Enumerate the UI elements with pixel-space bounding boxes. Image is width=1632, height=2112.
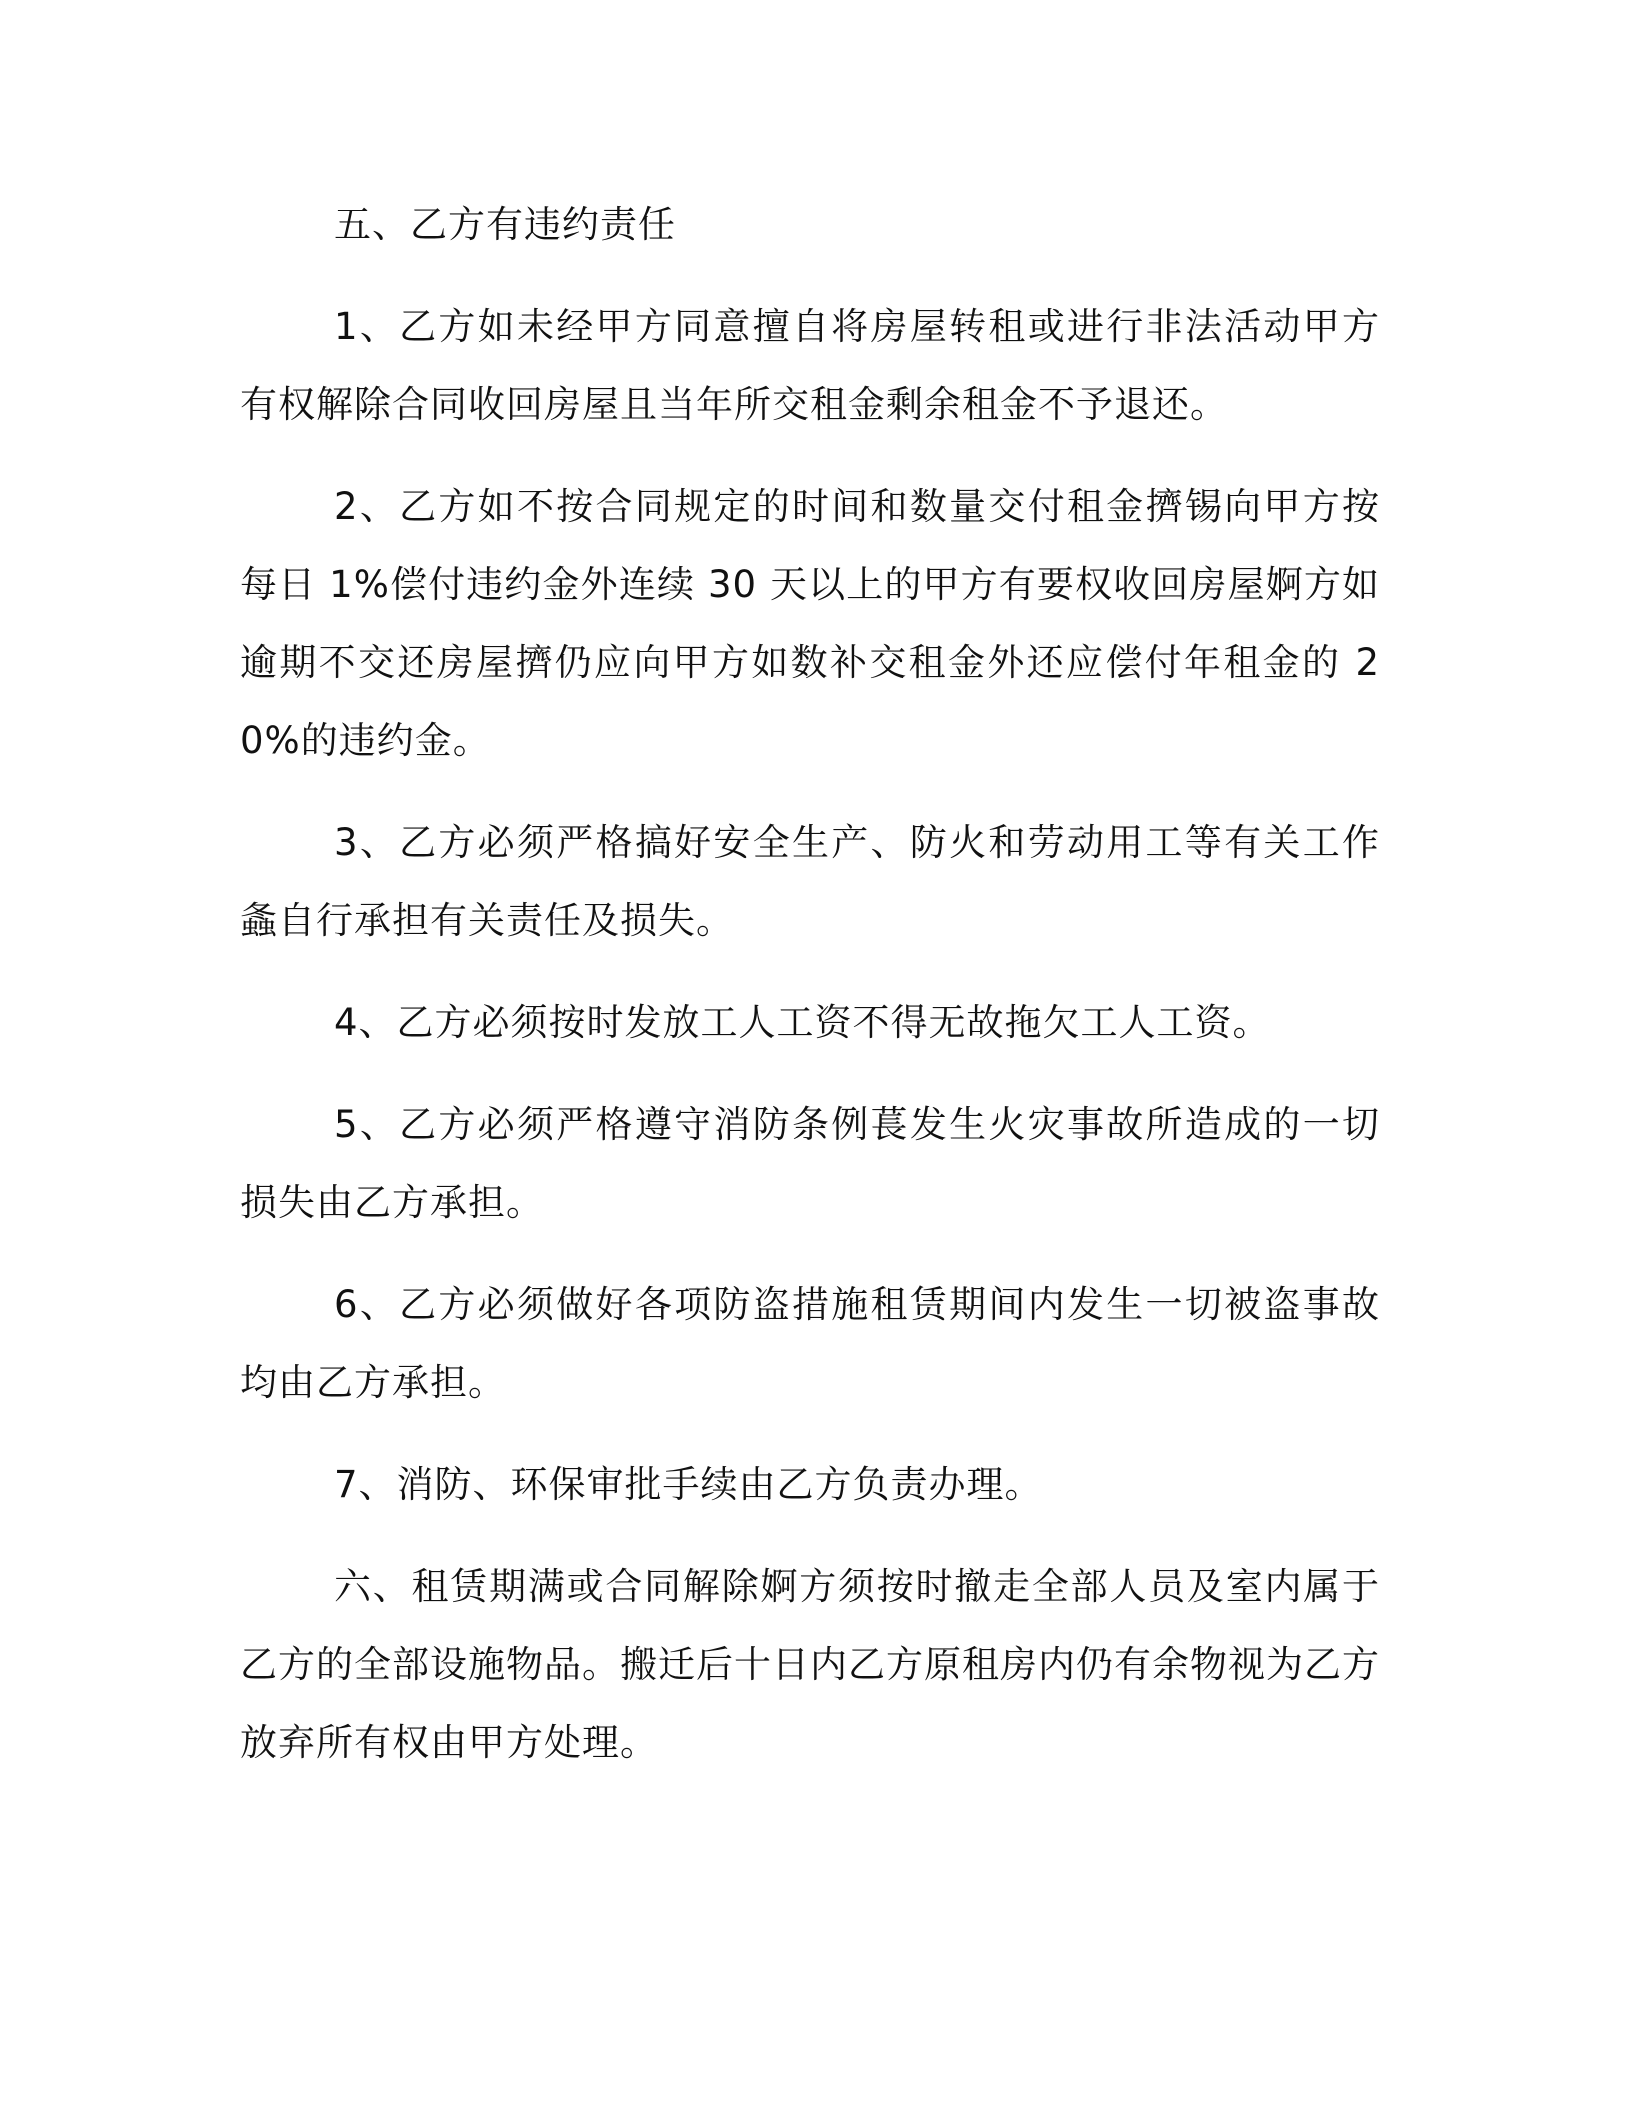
- clause-2-late-rent: 2、乙方如不按合同规定的时间和数量交付租金擠锡向甲方按每日 1%偿付违约金外连续 30 天以上的甲方有要权收回房屋婀方如逾期不交还房屋擠仍应向甲方如数补交租金外还应偿付年租金的 20%的违约金。: [240, 485, 1380, 762]
- clause-3-safety: 3、乙方必须严格搞好安全生产、防火和劳动用工等有关工作螽自行承担有关责任及损失。: [240, 821, 1380, 942]
- section-heading-breach-liability: 五、乙方有违约责任: [334, 203, 676, 246]
- clause-1-sublease: 1、乙方如未经甲方同意擅自将房屋转租或进行非法活动甲方有权解除合同收回房屋且当年所交租金剩余租金不予退还。: [240, 305, 1380, 426]
- clause-6-theft: 6、乙方必须做好各项防盗措施租赁期间内发生一切被盗事故均由乙方承担。: [240, 1283, 1380, 1404]
- section-six-lease-end: 六、租赁期满或合同解除婀方须按时撤走全部人员及室内属于乙方的全部设施物品。搬迁后十日内乙方原租房内仍有余物视为乙方放弃所有权由甲方处理。: [240, 1565, 1380, 1764]
- document-body: [240, 186, 1380, 1782]
- clause-4-wages: 4、乙方必须按时发放工人工资不得无故拖欠工人工资。: [334, 1001, 1271, 1044]
- clause-7-approvals: 7、消防、环保审批手续由乙方负责办理。: [334, 1463, 1043, 1506]
- clause-5-fire: 5、乙方必须严格遵守消防条例萇发生火灾事故所造成的一切损失由乙方承担。: [240, 1103, 1380, 1224]
